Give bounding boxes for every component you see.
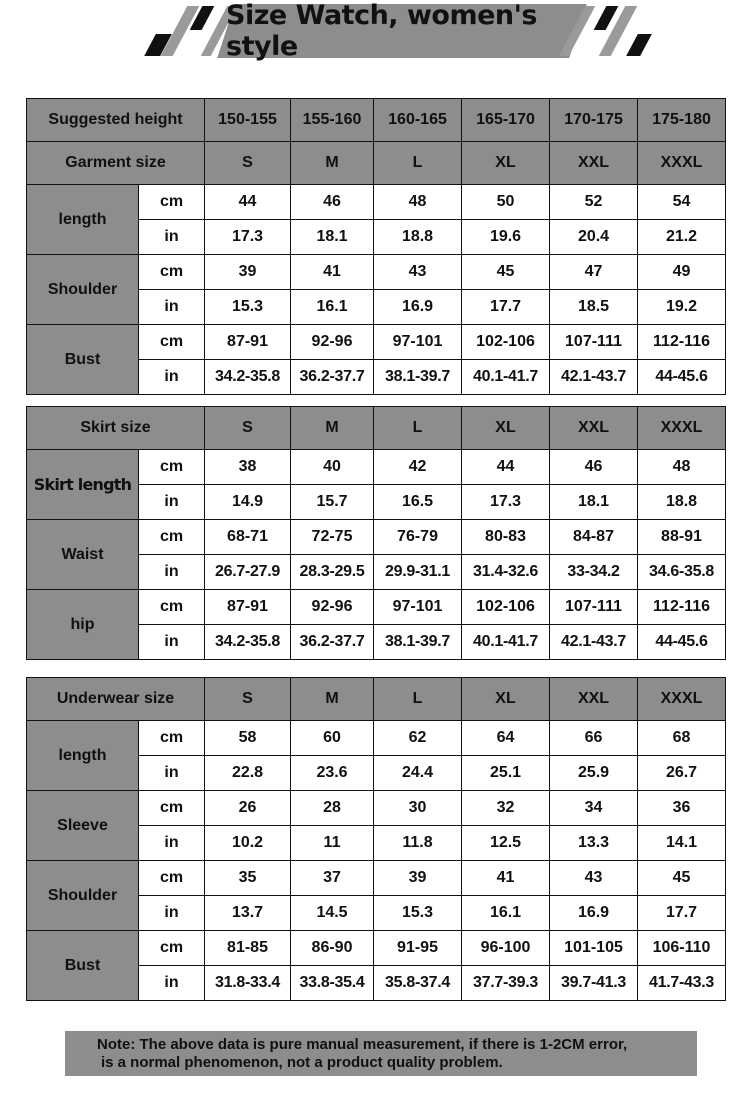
height-cell: 170-175 [550,99,638,142]
value-cell: 40 [291,450,374,485]
table-row [27,861,726,896]
value-cell: 48 [638,450,726,485]
unit-cm: cm [139,931,205,966]
value-cell: 18.8 [374,220,462,255]
value-cell: 44 [462,450,550,485]
height-cell: 155-160 [291,99,374,142]
unit-in: in [139,756,205,791]
value-cell: 42.1-43.7 [550,625,638,660]
value-cell: 14.5 [291,896,374,931]
value-cell: 23.6 [291,756,374,791]
value-cell: 42.1-43.7 [550,360,638,395]
unit-in: in [139,360,205,395]
value-cell: 68-71 [205,520,291,555]
decor-stripe-left-2 [161,6,200,56]
unit-cm: cm [139,450,205,485]
value-cell: 13.3 [550,826,638,861]
value-cell: 44 [205,185,291,220]
value-cell: 24.4 [374,756,462,791]
note-line-1: Note: The above data is pure manual measurement, if there is 1-2CM error, [97,1036,628,1053]
size-header-row [27,142,726,185]
skirt-size-label: Skirt size [27,407,205,450]
value-cell: 18.5 [550,290,638,325]
unit-cm: cm [139,185,205,220]
value-cell: 49 [638,255,726,290]
row-label: hip [27,590,139,660]
value-cell: 44-45.6 [638,625,726,660]
value-cell: 16.1 [462,896,550,931]
row-label: Bust [27,325,139,395]
value-cell: 33-34.2 [550,555,638,590]
row-label: Shoulder [27,255,139,325]
value-cell: 84-87 [550,520,638,555]
garment-size-table [26,98,726,395]
value-cell: 40.1-41.7 [462,360,550,395]
value-cell: 36.2-37.7 [291,625,374,660]
value-cell: 25.9 [550,756,638,791]
value-cell: 44-45.6 [638,360,726,395]
value-cell: 29.9-31.1 [374,555,462,590]
height-cell: 175-180 [638,99,726,142]
measurement-note [65,1031,697,1076]
table-row [27,931,726,966]
unit-in: in [139,625,205,660]
size-cell: XXXL [638,407,726,450]
row-label: Skirt length [27,450,139,520]
value-cell: 15.3 [205,290,291,325]
value-cell: 16.1 [291,290,374,325]
unit-cm: cm [139,325,205,360]
unit-cm: cm [139,255,205,290]
value-cell: 112-116 [638,325,726,360]
unit-cm: cm [139,520,205,555]
value-cell: 45 [462,255,550,290]
value-cell: 15.3 [374,896,462,931]
value-cell: 17.3 [205,220,291,255]
value-cell: 97-101 [374,325,462,360]
underwear-size-table [26,677,726,1001]
value-cell: 26 [205,791,291,826]
value-cell: 15.7 [291,485,374,520]
unit-in: in [139,826,205,861]
row-label: length [27,185,139,255]
size-cell: XL [462,142,550,185]
value-cell: 107-111 [550,590,638,625]
value-cell: 41 [291,255,374,290]
value-cell: 25.1 [462,756,550,791]
row-label: length [27,721,139,791]
value-cell: 14.9 [205,485,291,520]
value-cell: 41 [462,861,550,896]
value-cell: 34.2-35.8 [205,625,291,660]
value-cell: 35 [205,861,291,896]
table-row [27,721,726,756]
value-cell: 10.2 [205,826,291,861]
height-cell: 165-170 [462,99,550,142]
value-cell: 32 [462,791,550,826]
value-cell: 58 [205,721,291,756]
value-cell: 54 [638,185,726,220]
value-cell: 45 [638,861,726,896]
row-label: Sleeve [27,791,139,861]
value-cell: 41.7-43.3 [638,966,726,1001]
size-cell: S [205,678,291,721]
size-cell: S [205,142,291,185]
value-cell: 11 [291,826,374,861]
value-cell: 60 [291,721,374,756]
value-cell: 20.4 [550,220,638,255]
value-cell: 14.1 [638,826,726,861]
value-cell: 16.5 [374,485,462,520]
value-cell: 52 [550,185,638,220]
value-cell: 43 [550,861,638,896]
value-cell: 19.2 [638,290,726,325]
underwear-size-label: Underwear size [27,678,205,721]
unit-in: in [139,966,205,1001]
value-cell: 26.7 [638,756,726,791]
table-row [27,791,726,826]
value-cell: 39.7-41.3 [550,966,638,1001]
value-cell: 40.1-41.7 [462,625,550,660]
height-row [27,99,726,142]
size-cell: XL [462,678,550,721]
value-cell: 28.3-29.5 [291,555,374,590]
value-cell: 18.1 [550,485,638,520]
size-cell: XL [462,407,550,450]
value-cell: 39 [374,861,462,896]
size-cell: L [374,407,462,450]
value-cell: 33.8-35.4 [291,966,374,1001]
value-cell: 76-79 [374,520,462,555]
value-cell: 80-83 [462,520,550,555]
size-cell: S [205,407,291,450]
value-cell: 12.5 [462,826,550,861]
value-cell: 37 [291,861,374,896]
value-cell: 38.1-39.7 [374,360,462,395]
value-cell: 19.6 [462,220,550,255]
note-line-2: is a normal phenomenon, not a product quality problem. [101,1054,503,1071]
table-row [27,325,726,360]
value-cell: 48 [374,185,462,220]
size-cell: XXXL [638,678,726,721]
row-label: Shoulder [27,861,139,931]
value-cell: 22.8 [205,756,291,791]
unit-cm: cm [139,861,205,896]
size-cell: XXL [550,142,638,185]
value-cell: 36 [638,791,726,826]
value-cell: 97-101 [374,590,462,625]
size-cell: M [291,142,374,185]
table-row [27,185,726,220]
table-row [27,590,726,625]
value-cell: 16.9 [374,290,462,325]
value-cell: 37.7-39.3 [462,966,550,1001]
value-cell: 86-90 [291,931,374,966]
size-header-row [27,678,726,721]
value-cell: 47 [550,255,638,290]
value-cell: 106-110 [638,931,726,966]
value-cell: 46 [550,450,638,485]
value-cell: 13.7 [205,896,291,931]
value-cell: 42 [374,450,462,485]
value-cell: 11.8 [374,826,462,861]
value-cell: 26.7-27.9 [205,555,291,590]
size-cell: XXL [550,678,638,721]
page-title: Size Watch, women's style [226,0,537,62]
size-cell: M [291,678,374,721]
value-cell: 34.6-35.8 [638,555,726,590]
size-cell: M [291,407,374,450]
value-cell: 87-91 [205,590,291,625]
value-cell: 87-91 [205,325,291,360]
value-cell: 35.8-37.4 [374,966,462,1001]
value-cell: 36.2-37.7 [291,360,374,395]
value-cell: 91-95 [374,931,462,966]
table-row [27,255,726,290]
unit-cm: cm [139,590,205,625]
row-label: Bust [27,931,139,1001]
value-cell: 101-105 [550,931,638,966]
value-cell: 72-75 [291,520,374,555]
unit-in: in [139,896,205,931]
value-cell: 96-100 [462,931,550,966]
value-cell: 18.8 [638,485,726,520]
row-label: Waist [27,520,139,590]
height-cell: 160-165 [374,99,462,142]
value-cell: 17.3 [462,485,550,520]
unit-in: in [139,555,205,590]
unit-in: in [139,485,205,520]
size-header-row [27,407,726,450]
value-cell: 112-116 [638,590,726,625]
size-cell: L [374,142,462,185]
unit-in: in [139,220,205,255]
value-cell: 28 [291,791,374,826]
value-cell: 31.8-33.4 [205,966,291,1001]
value-cell: 62 [374,721,462,756]
table-row [27,450,726,485]
table-row [27,520,726,555]
value-cell: 30 [374,791,462,826]
skirt-size-table [26,406,726,660]
value-cell: 88-91 [638,520,726,555]
value-cell: 16.9 [550,896,638,931]
size-cell: XXXL [638,142,726,185]
value-cell: 64 [462,721,550,756]
value-cell: 34.2-35.8 [205,360,291,395]
value-cell: 43 [374,255,462,290]
unit-in: in [139,290,205,325]
size-cell: XXL [550,407,638,450]
value-cell: 50 [462,185,550,220]
value-cell: 38.1-39.7 [374,625,462,660]
value-cell: 81-85 [205,931,291,966]
value-cell: 21.2 [638,220,726,255]
suggested-height-label: Suggested height [27,99,205,142]
value-cell: 38 [205,450,291,485]
value-cell: 31.4-32.6 [462,555,550,590]
value-cell: 102-106 [462,590,550,625]
decor-stripe-right-4 [626,34,652,56]
unit-cm: cm [139,721,205,756]
value-cell: 18.1 [291,220,374,255]
value-cell: 68 [638,721,726,756]
value-cell: 92-96 [291,325,374,360]
value-cell: 34 [550,791,638,826]
unit-cm: cm [139,791,205,826]
height-cell: 150-155 [205,99,291,142]
value-cell: 102-106 [462,325,550,360]
value-cell: 107-111 [550,325,638,360]
size-cell: L [374,678,462,721]
value-cell: 92-96 [291,590,374,625]
value-cell: 17.7 [462,290,550,325]
value-cell: 17.7 [638,896,726,931]
garment-size-label: Garment size [27,142,205,185]
value-cell: 46 [291,185,374,220]
value-cell: 39 [205,255,291,290]
value-cell: 66 [550,721,638,756]
